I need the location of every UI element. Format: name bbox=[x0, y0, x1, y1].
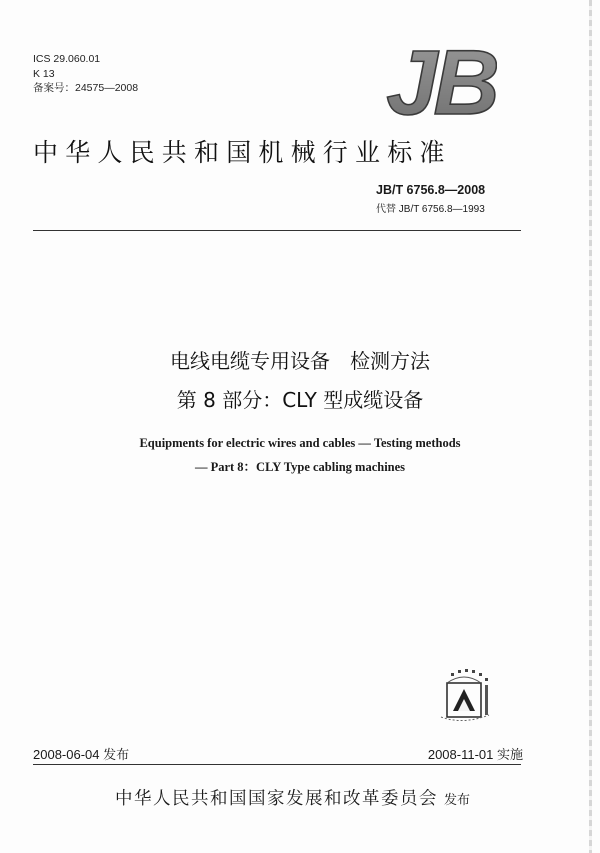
issuer-line bbox=[0, 785, 585, 810]
header-divider bbox=[33, 230, 521, 231]
filing-number: 备案号：24575—2008 bbox=[33, 82, 139, 94]
english-title-line-2: — Part 8：CLY Type cabling machines bbox=[194, 460, 406, 474]
footer-divider bbox=[33, 764, 521, 765]
ccs-code: K 13 bbox=[33, 67, 55, 80]
jb-logo bbox=[385, 40, 497, 122]
issuer-suffix: 发布 bbox=[443, 793, 470, 808]
chinese-title-line-1: 电线电缆专用设备 检测方法 bbox=[170, 349, 430, 373]
implementation-date: 2008-11-01 实施 bbox=[427, 747, 523, 762]
english-title-line-1: Equipments for electric wires and cables — Testing methods bbox=[139, 436, 461, 450]
issuing-authority: 中华人民共和国国家发展和改革委员会 bbox=[114, 789, 438, 809]
classification-block bbox=[33, 52, 138, 96]
chinese-title-line-2: 第 8 部分：CLY 型成缆设备 bbox=[176, 388, 424, 412]
scan-edge-artifact bbox=[589, 0, 592, 853]
issue-date: 2008-06-04 发布 bbox=[33, 747, 130, 762]
standard-number: JB/T 6756.8—2008 bbox=[376, 183, 486, 197]
replaced-standard: 代替 JB/T 6756.8—1993 bbox=[376, 204, 485, 215]
standard-category-title: 中华人民共和国机械行业标准 bbox=[33, 138, 452, 167]
jb-logo-text: JB bbox=[386, 40, 496, 122]
publisher-seal-stamp bbox=[433, 665, 497, 725]
ics-code: ICS 29.060.01 bbox=[33, 53, 101, 65]
